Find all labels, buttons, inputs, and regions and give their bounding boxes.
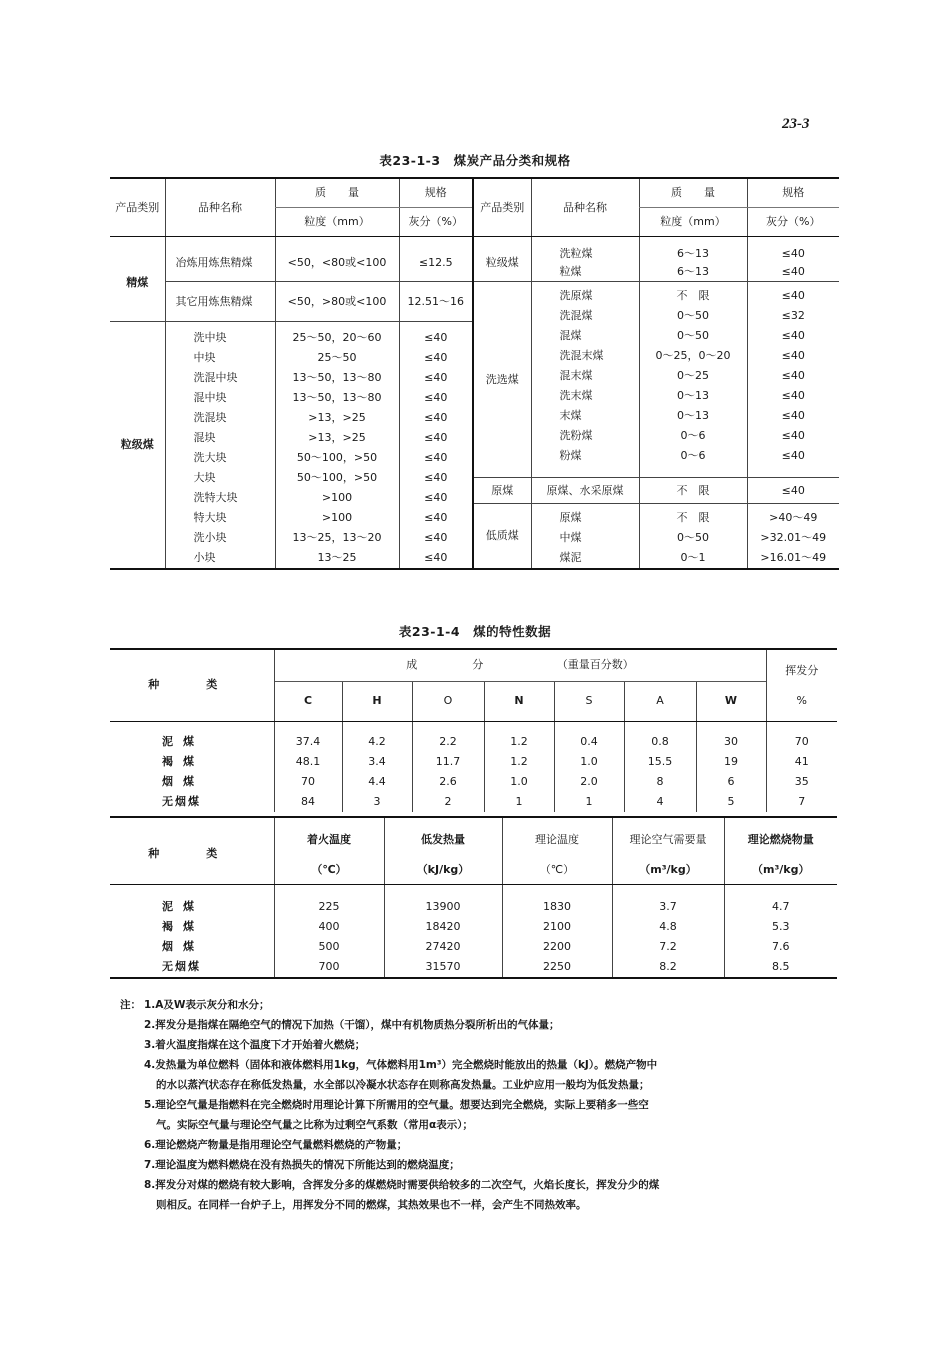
product-name: 洗末煤 <box>559 389 593 402</box>
coal-combustion-table <box>110 816 837 979</box>
value-w: 5 <box>696 792 766 812</box>
column-label: 理论温度 <box>502 817 612 856</box>
kind-header: 种 类 <box>110 649 274 721</box>
product-name: 洗中块 <box>193 331 227 344</box>
product-name: 原煤、水采原煤 <box>531 478 639 504</box>
size-value: 6～13 <box>677 247 709 260</box>
value-heat: 27420 <box>384 937 502 957</box>
header-category: 产品类别 <box>110 178 165 237</box>
product-name: 洗特大块 <box>193 491 238 504</box>
header-quality-right: 质 量 <box>639 178 747 208</box>
note-line: 7.理论温度为燃料燃烧在没有热损失的情况下所能达到的燃烧温度； <box>144 1159 460 1171</box>
product-name: 洗粒煤 <box>559 247 593 260</box>
value-products: 7.6 <box>724 937 837 957</box>
value-temp: 2100 <box>502 917 612 937</box>
ash-value: ≤40 <box>424 331 448 344</box>
product-name: 洗大块 <box>193 451 227 464</box>
column-label: 低发热量 <box>384 817 502 856</box>
column-label: 理论燃烧物量 <box>724 817 837 856</box>
kind-header: 种 类 <box>110 817 274 885</box>
column-unit: （℃） <box>274 856 384 885</box>
product-name: 末煤 <box>559 409 582 422</box>
ash-value: >40～49 <box>769 511 818 524</box>
header-spec-right: 规格 <box>747 178 839 208</box>
product-name: 洗小块 <box>193 531 227 544</box>
value-h: 3.4 <box>342 752 412 772</box>
value-o: 11.7 <box>412 752 484 772</box>
notes <box>120 995 838 1215</box>
ash-value: ≤40 <box>424 411 448 424</box>
value-a: 15.5 <box>624 752 696 772</box>
value-air: 4.8 <box>612 917 724 937</box>
ash-value: ≤40 <box>781 409 805 422</box>
header-quality: 质 量 <box>275 178 399 208</box>
value-o: 2.2 <box>412 732 484 752</box>
ash-value: ≤40 <box>424 371 448 384</box>
value-volatile: 7 <box>766 792 837 812</box>
size-value: 不 限 <box>639 478 747 504</box>
product-name: 中煤 <box>559 531 582 544</box>
header-size: 粒度（mm） <box>275 208 399 237</box>
product-name: 洗混中块 <box>193 371 238 384</box>
header-category-right: 产品类别 <box>473 178 531 237</box>
ash-value: ≤40 <box>424 391 448 404</box>
value-volatile: 41 <box>766 752 837 772</box>
header-ash: 灰分（%） <box>399 208 473 237</box>
ash-value: ≤40 <box>424 551 448 564</box>
column-label: 理论空气需要量 <box>612 817 724 856</box>
note-line: 6.理论燃烧产物量是指用理论空气量燃料燃烧的产物量； <box>144 1139 408 1151</box>
value-o: 2.6 <box>412 772 484 792</box>
column-unit: （m³/kg） <box>724 856 837 885</box>
kind-name: 泥煤 <box>162 900 204 913</box>
kind-name: 褐煤 <box>162 754 204 768</box>
ash-value: >32.01～49 <box>760 531 827 544</box>
value-n: 1.0 <box>484 772 554 792</box>
value-ignition: 400 <box>274 917 384 937</box>
note-line: 1.A及W表示灰分和水分； <box>144 999 270 1011</box>
coal-composition-table <box>110 648 837 812</box>
size-value: <50，>80或<100 <box>275 282 399 322</box>
ash-value: ≤40 <box>781 265 805 278</box>
category-xixuanmei: 洗选煤 <box>473 282 531 478</box>
product-name: 混末煤 <box>559 369 593 382</box>
ash-value: ≤12.5 <box>399 245 473 282</box>
kind-name: 无烟煤 <box>162 794 201 808</box>
size-value: 25～50，20～60 <box>292 331 382 344</box>
size-value: >100 <box>321 511 353 524</box>
size-value: >13，>25 <box>308 431 366 444</box>
value-n: 1 <box>484 792 554 812</box>
ash-value: ≤40 <box>781 429 805 442</box>
value-o: 2 <box>412 792 484 812</box>
note-line: 4.发热量为单位燃料（固体和液体燃料用1kg，气体燃料用1m³）完全燃烧时能放出的热量（kJ）。燃烧产物中 <box>144 1059 658 1071</box>
column-unit: （m³/kg） <box>612 856 724 885</box>
table2-caption: 表23-1-4 煤的特性数据 <box>398 624 552 639</box>
value-ignition: 700 <box>274 957 384 978</box>
category-jingmei: 精煤 <box>110 245 165 322</box>
value-a: 8 <box>624 772 696 792</box>
ash-value: ≤40 <box>424 351 448 364</box>
note-line: 的水以蒸汽状态存在称低发热量，水全部以冷凝水状态存在则称高发热量。工业炉应用一般均为低发热量； <box>156 1079 650 1091</box>
value-ignition: 500 <box>274 937 384 957</box>
volatile-header: 挥发分 <box>766 649 837 681</box>
value-products: 5.3 <box>724 917 837 937</box>
kind-name: 烟煤 <box>162 940 204 953</box>
value-s: 1 <box>554 792 624 812</box>
size-value: 0～1 <box>680 551 706 564</box>
category-yuanmei: 原煤 <box>473 478 531 504</box>
page-number: 23-3 <box>782 116 810 132</box>
column-unit: （℃） <box>502 856 612 885</box>
coal-product-classification-table <box>110 177 839 570</box>
composition-header: 成 分 <box>406 658 484 672</box>
kind-name: 无烟煤 <box>162 960 201 973</box>
value-s: 0.4 <box>554 732 624 752</box>
category-lijimei-right: 粒级煤 <box>473 245 531 282</box>
product-name: 洗混末煤 <box>559 349 604 362</box>
product-name: 洗混块 <box>193 411 227 424</box>
value-a: 4 <box>624 792 696 812</box>
product-name: 洗粉煤 <box>559 429 593 442</box>
header-ash-right: 灰分（%） <box>747 208 839 237</box>
size-value: 13～50，13～80 <box>292 371 382 384</box>
value-c: 37.4 <box>274 732 342 752</box>
value-w: 30 <box>696 732 766 752</box>
value-h: 4.2 <box>342 732 412 752</box>
size-value: 0～50 <box>677 329 709 342</box>
value-n: 1.2 <box>484 732 554 752</box>
size-value: 不 限 <box>676 289 710 302</box>
col-o: O <box>412 681 484 721</box>
header-size-right: 粒度（mm） <box>639 208 747 237</box>
size-value: 0～50 <box>677 531 709 544</box>
column-unit: （kJ/kg） <box>384 856 502 885</box>
ash-value: ≤40 <box>781 289 805 302</box>
ash-value: ≤40 <box>424 511 448 524</box>
product-name: 混中块 <box>193 391 227 404</box>
product-name: 特大块 <box>193 511 227 524</box>
product-name: 中块 <box>193 351 216 364</box>
size-value: 13～25 <box>317 551 357 564</box>
size-value: 0～25 <box>677 369 709 382</box>
size-value: 0～25，0～20 <box>655 349 731 362</box>
size-value: 50～100，>50 <box>296 451 378 464</box>
product-name: 洗原煤 <box>559 289 593 302</box>
size-value: 0～13 <box>677 409 709 422</box>
product-name: 冶炼用炼焦精煤 <box>165 245 275 282</box>
ash-value: ≤40 <box>781 449 805 462</box>
ash-value: ≤40 <box>424 431 448 444</box>
value-products: 4.7 <box>724 897 837 917</box>
product-name: 洗混煤 <box>559 309 593 322</box>
value-air: 3.7 <box>612 897 724 917</box>
table1-caption: 表23-1-3 煤炭产品分类和规格 <box>379 153 571 168</box>
product-name: 煤泥 <box>559 551 582 564</box>
value-a: 0.8 <box>624 732 696 752</box>
header-name-right: 品种名称 <box>531 178 639 237</box>
ash-value: ≤40 <box>781 349 805 362</box>
kind-name: 褐煤 <box>162 920 204 933</box>
product-name: 小块 <box>193 551 216 564</box>
ash-value: ≤40 <box>424 491 448 504</box>
value-s: 1.0 <box>554 752 624 772</box>
ash-value: ≤40 <box>424 531 448 544</box>
value-temp: 2200 <box>502 937 612 957</box>
category-lijimei: 粒级煤 <box>120 438 154 451</box>
product-name: 混块 <box>193 431 216 444</box>
category-dizhimei: 低质煤 <box>473 504 531 570</box>
value-air: 7.2 <box>612 937 724 957</box>
product-name: 原煤 <box>559 511 582 524</box>
composition-unit: （重量百分数） <box>556 658 634 672</box>
size-value: 6～13 <box>677 265 709 278</box>
size-value: >13，>25 <box>308 411 366 424</box>
ash-value: ≤40 <box>781 329 805 342</box>
ash-value: ≤40 <box>747 478 839 504</box>
product-name: 粉煤 <box>559 449 582 462</box>
ash-value: 12.51～16 <box>399 282 473 322</box>
ash-value: ≤32 <box>781 309 805 322</box>
value-w: 6 <box>696 772 766 792</box>
value-n: 1.2 <box>484 752 554 772</box>
size-value: 13～25，13～20 <box>292 531 382 544</box>
kind-name: 烟煤 <box>162 774 204 788</box>
col-w: W <box>696 681 766 721</box>
size-value: 0～50 <box>677 309 709 322</box>
value-ignition: 225 <box>274 897 384 917</box>
value-temp: 1830 <box>502 897 612 917</box>
product-name: 混煤 <box>559 329 582 342</box>
value-w: 19 <box>696 752 766 772</box>
col-a: A <box>624 681 696 721</box>
size-value: 不 限 <box>676 511 710 524</box>
column-label: 着火温度 <box>274 817 384 856</box>
ash-value: ≤40 <box>424 471 448 484</box>
size-value: <50，<80或<100 <box>275 245 399 282</box>
value-products: 8.5 <box>724 957 837 978</box>
size-value: 13～50，13～80 <box>292 391 382 404</box>
size-value: 0～6 <box>680 429 706 442</box>
col-n: N <box>484 681 554 721</box>
product-name: 其它用炼焦精煤 <box>165 282 275 322</box>
value-c: 48.1 <box>274 752 342 772</box>
value-heat: 31570 <box>384 957 502 978</box>
header-name: 品种名称 <box>165 178 275 237</box>
kind-name: 泥煤 <box>162 734 204 748</box>
notes-label: 注： <box>120 999 141 1011</box>
value-volatile: 70 <box>766 732 837 752</box>
size-value: >100 <box>321 491 353 504</box>
note-line: 2.挥发分是指煤在隔绝空气的情况下加热（干馏），煤中有机物质热分裂所析出的气体量； <box>144 1019 560 1031</box>
product-name: 粒煤 <box>559 265 582 278</box>
size-value: 0～6 <box>680 449 706 462</box>
value-heat: 13900 <box>384 897 502 917</box>
note-line: 5.理论空气量是指燃料在完全燃烧时用理论计算下所需用的空气量。想要达到完全燃烧，实际上要稍多一些空 <box>144 1099 649 1111</box>
value-c: 84 <box>274 792 342 812</box>
product-name: 大块 <box>193 471 216 484</box>
value-s: 2.0 <box>554 772 624 792</box>
size-value: 25～50 <box>317 351 357 364</box>
col-c: C <box>274 681 342 721</box>
note-line: 则相反。在同样一台炉子上，用挥发分不同的燃煤，其热效果也不一样，会产生不同热效率。 <box>156 1199 587 1211</box>
header-spec: 规格 <box>399 178 473 208</box>
value-heat: 18420 <box>384 917 502 937</box>
value-volatile: 35 <box>766 772 837 792</box>
size-value: 0～13 <box>677 389 709 402</box>
note-line: 8.挥发分对煤的燃烧有较大影响，含挥发分多的煤燃烧时需要供给较多的二次空气，火焰长度长，挥发分少的煤 <box>144 1179 660 1191</box>
col-h: H <box>342 681 412 721</box>
note-line: 气。实际空气量与理论空气量之比称为过剩空气系数（常用α表示）； <box>156 1119 473 1131</box>
ash-value: ≤40 <box>424 451 448 464</box>
ash-value: ≤40 <box>781 389 805 402</box>
value-temp: 2250 <box>502 957 612 978</box>
volatile-unit: % <box>766 681 837 721</box>
value-h: 4.4 <box>342 772 412 792</box>
value-air: 8.2 <box>612 957 724 978</box>
note-line: 3.着火温度指煤在这个温度下才开始着火燃烧； <box>144 1039 366 1051</box>
size-value: 50～100，>50 <box>296 471 378 484</box>
ash-value: >16.01～49 <box>760 551 827 564</box>
col-s: S <box>554 681 624 721</box>
value-c: 70 <box>274 772 342 792</box>
value-h: 3 <box>342 792 412 812</box>
ash-value: ≤40 <box>781 247 805 260</box>
ash-value: ≤40 <box>781 369 805 382</box>
